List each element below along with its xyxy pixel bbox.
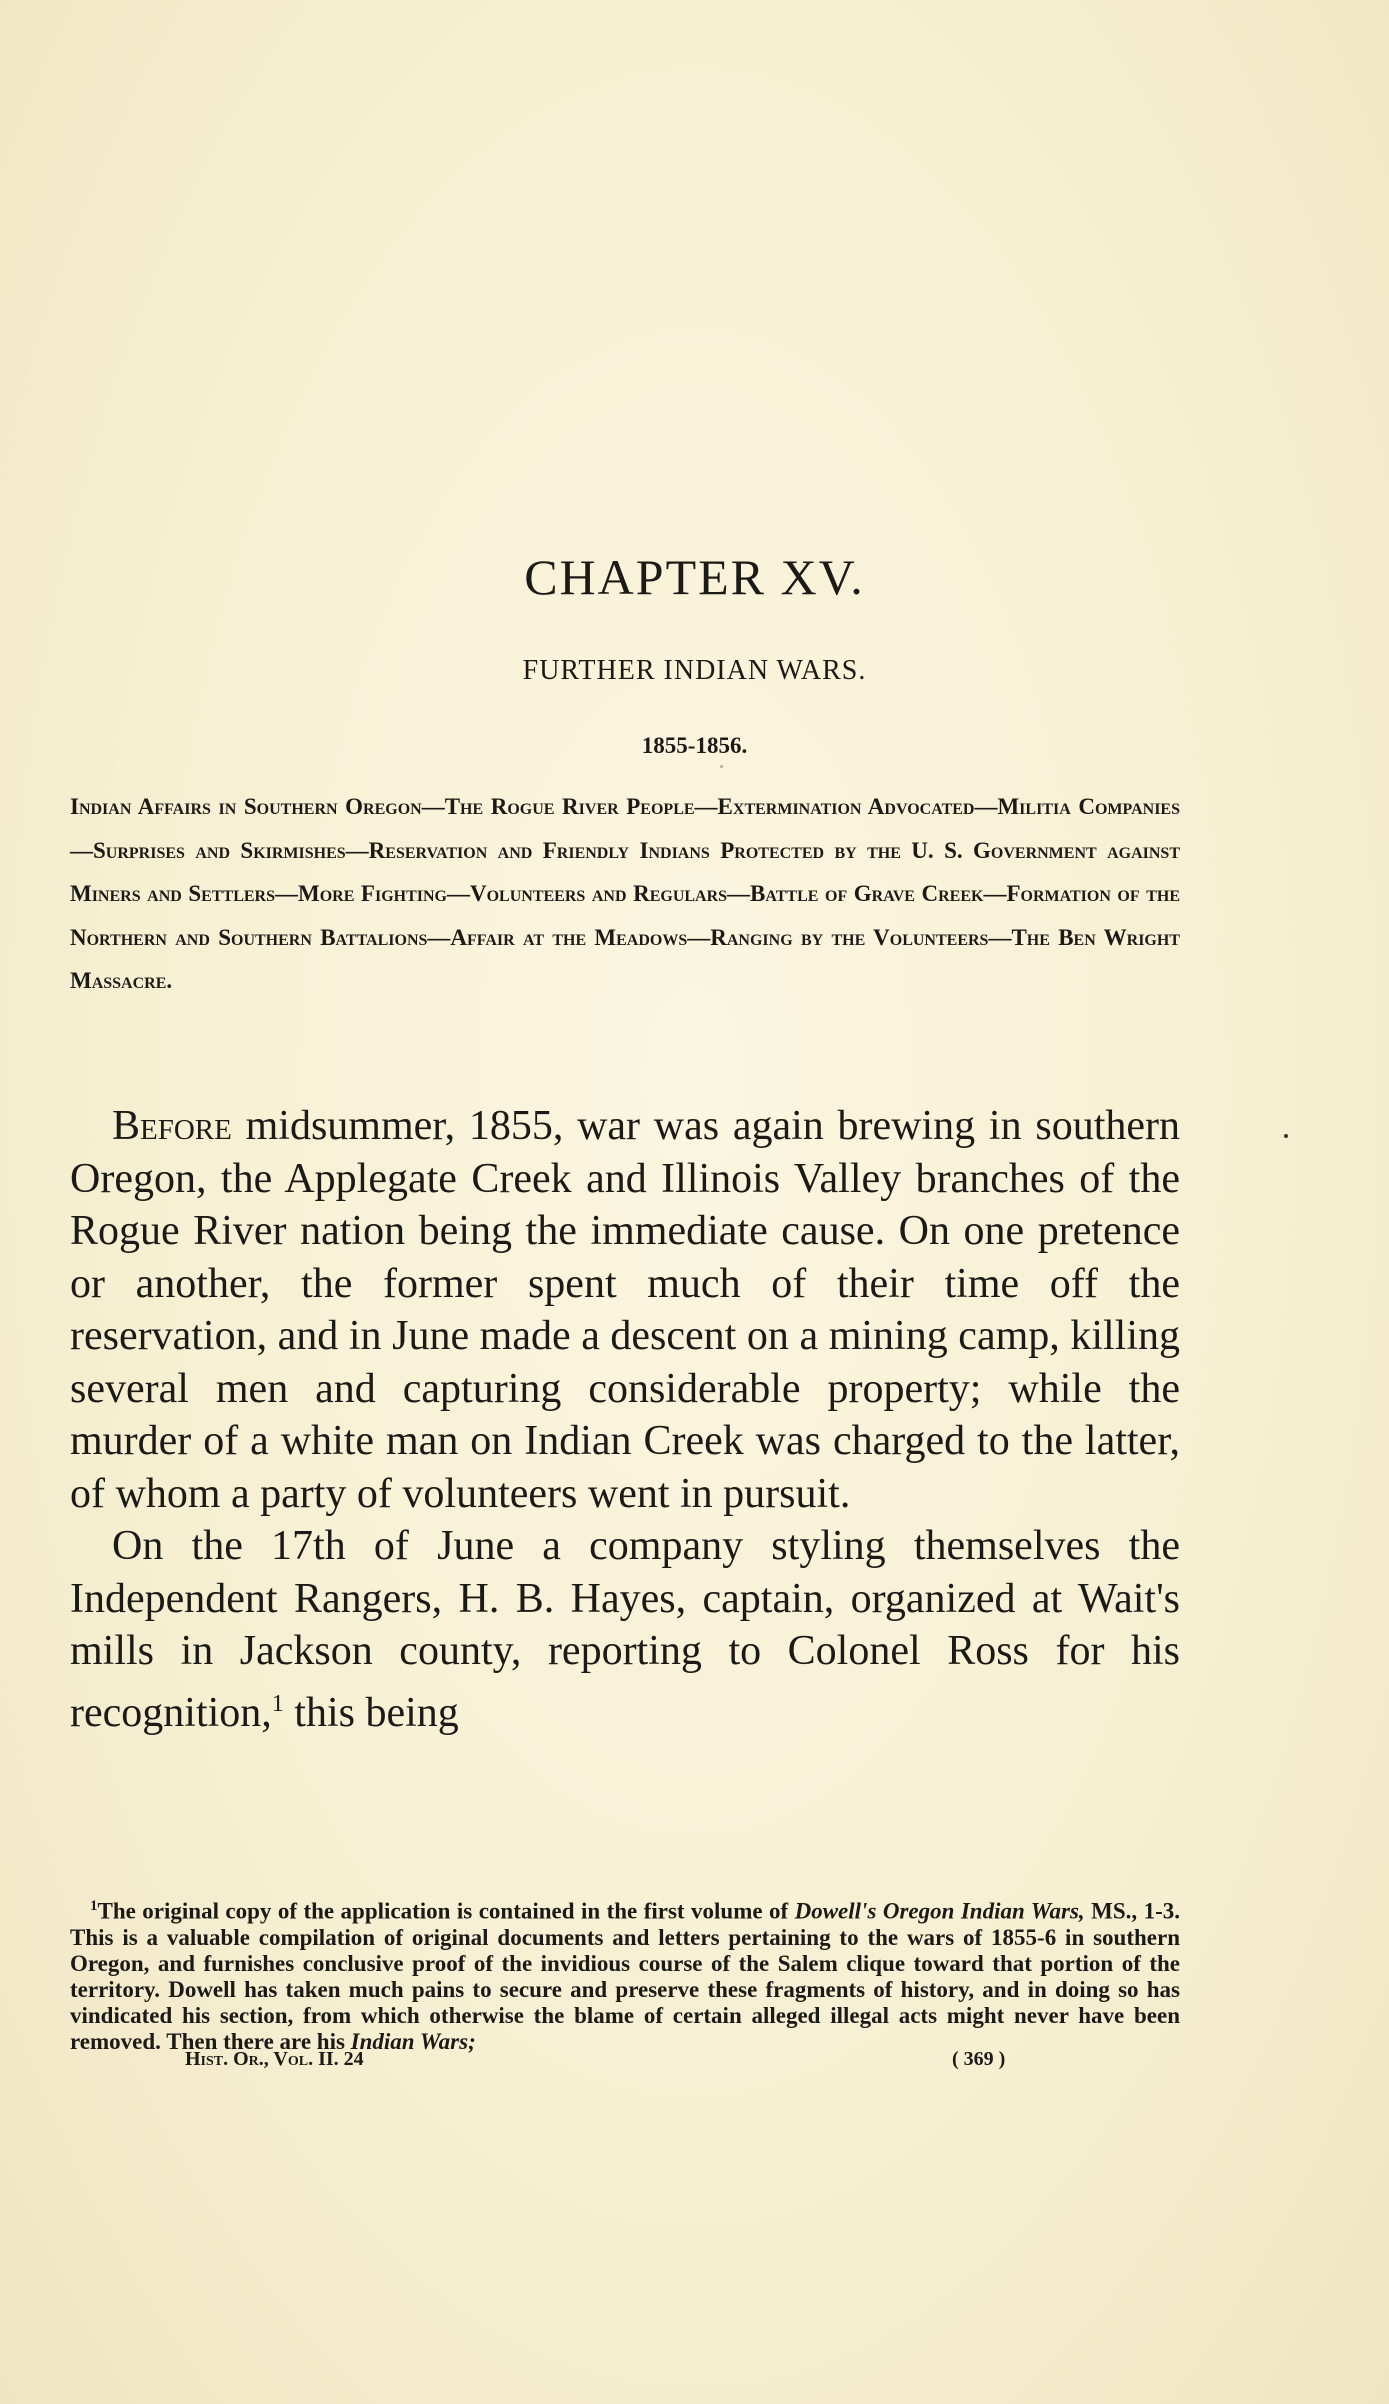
footnote-italic-b: Indian Wars; [350, 2028, 476, 2054]
page-number: ( 369 ) [952, 2048, 1006, 2070]
body-paragraph-1 [70, 1100, 1180, 1520]
footnote-reference[interactable]: 1 [271, 1690, 284, 1717]
footnote-mark: 1 [90, 1898, 98, 1914]
footnote-text-b: MS., 1-3. This is a valuable compilation of original documents and letters pertaining to the wars of 1855-6 in southern Oregon, and furnishes conclusive proof of the invidious course of the Salem clique toward that portion of the territory. Dowell has taken much pains to secure and preserve these fragments of history, and in doing so has vindicated his section, from which otherwise the blame of certain alleged illegal acts might never have been removed. Then there are his [70, 1898, 1180, 2054]
chapter-title: CHAPTER XV. [524, 549, 865, 605]
chapter-years: 1855-1856. [641, 733, 748, 758]
body-text [70, 1100, 1180, 1739]
paragraph-2-text: On the 17th of June a company styling themselves the Independent Rangers, H. B. Hayes, captain, organized at Wait's mills in Jackson county, reporting to Colonel Ross for his recognition, [70, 1523, 1180, 1736]
signature-mark: Hist. Or., Vol. II. 24 [185, 2048, 364, 2070]
body-paragraph-2 [70, 1520, 1180, 1739]
paragraph-1-text: midsummer, 1855, war was again brewing in southern Oregon, the Applegate Creek and Illinois Valley branches of the Rogue River nation being the immediate cause. On one pretence or another, the former spent much of their time off the reservation, and in June made a descent on a mining camp, killing several men and capturing considerable property; while the murder of a white man on Indian Creek was charged to the latter, of whom a party of volunteers went in pursuit. [70, 1103, 1180, 1517]
paragraph-lead-word: Before [112, 1103, 232, 1149]
paragraph-2-tail: this being [283, 1689, 459, 1736]
footnote [70, 1893, 1180, 2055]
paper-speck [1284, 1134, 1288, 1138]
chapter-subtitle: FURTHER INDIAN WARS. [522, 655, 867, 686]
paper-speck [720, 765, 723, 768]
chapter-synopsis: Indian Affairs in Southern Oregon—The Rogue River People—Extermination Advocated—Militia Companies—Surprises and Skirmishes—Reservation and Friendly Indians Protected by the U. S. Government against Miners and Settlers—More Fighting—Volunteers and Regulars—Battle of Grave Creek—Formation of the Northern and Southern Battalions—Affair at the Meadows—Ranging by the Volunteers—The Ben Wright Massacre. [70, 794, 1180, 993]
footnote-text-a: The original copy of the application is contained in the first volume of [97, 1898, 795, 1924]
footnote-italic-a: Dowell's Oregon Indian Wars, [794, 1898, 1085, 1924]
